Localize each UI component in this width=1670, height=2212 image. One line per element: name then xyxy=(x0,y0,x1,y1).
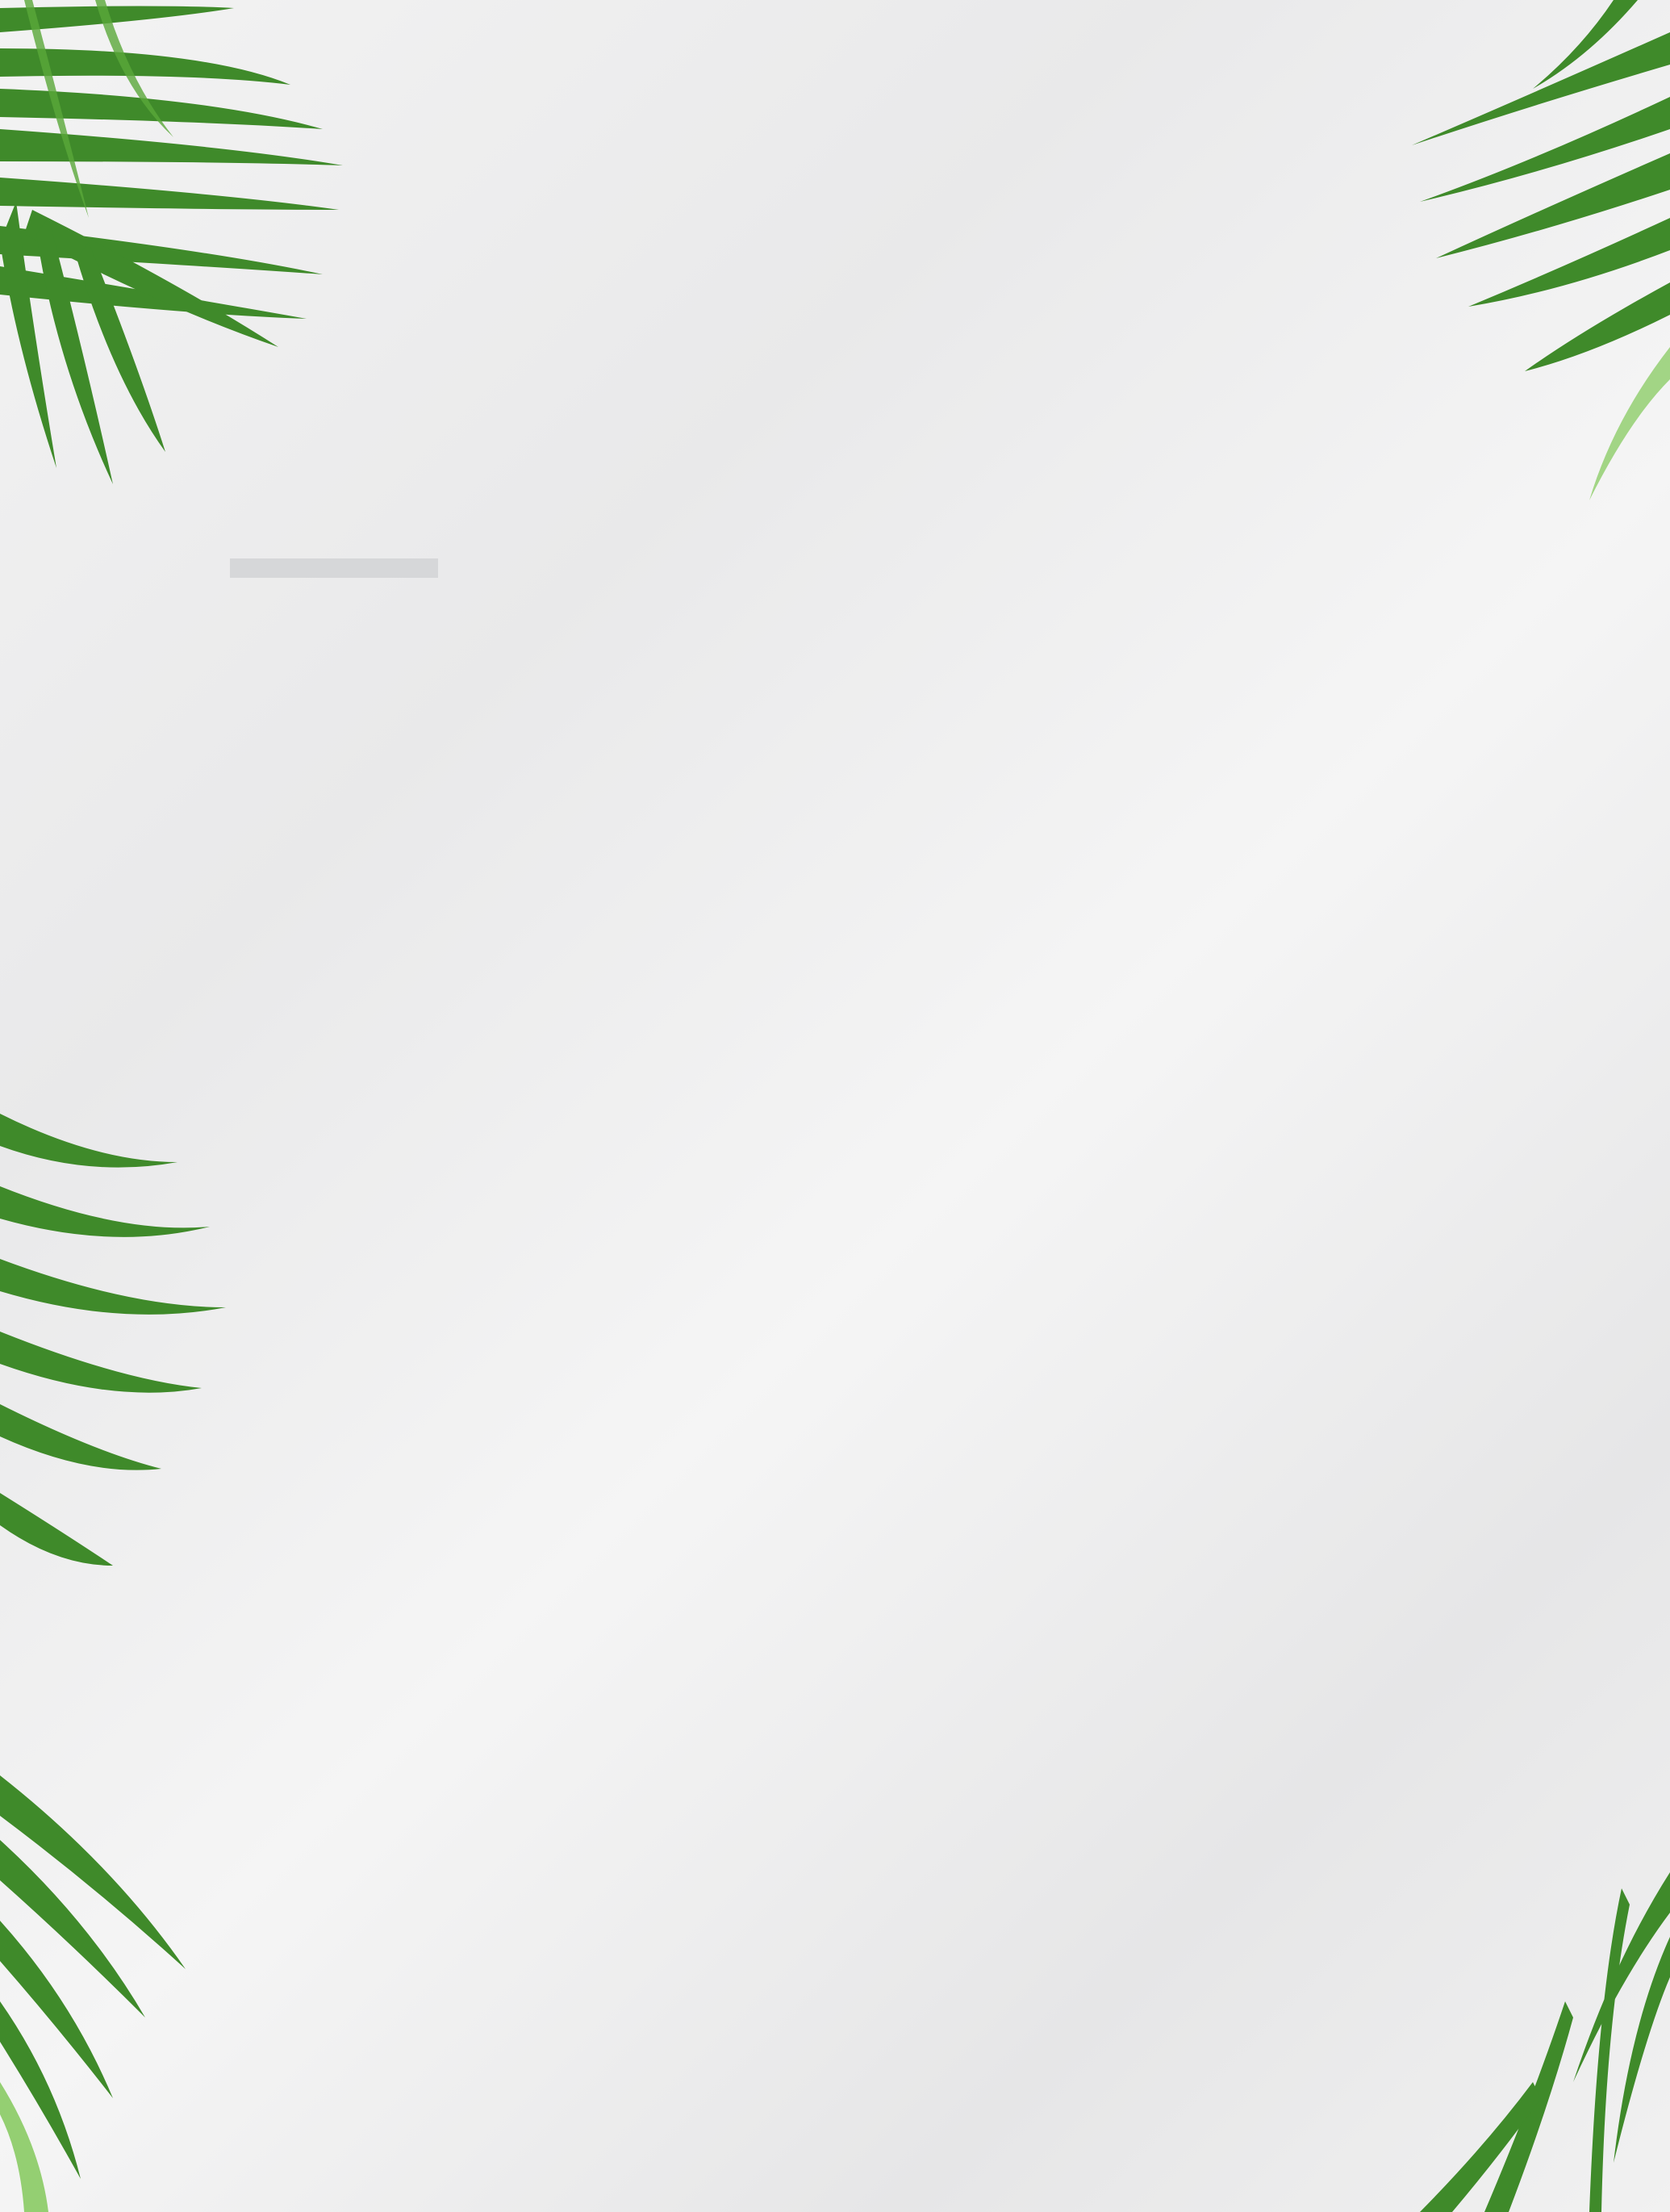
palm-leaf-top-left xyxy=(0,0,379,565)
airflow-diagram xyxy=(121,516,968,880)
palm-leaf-top-right xyxy=(1323,0,1670,525)
palm-leaf-bottom-left xyxy=(0,1114,266,2212)
palm-leaf-bottom-right xyxy=(1371,1840,1670,2212)
